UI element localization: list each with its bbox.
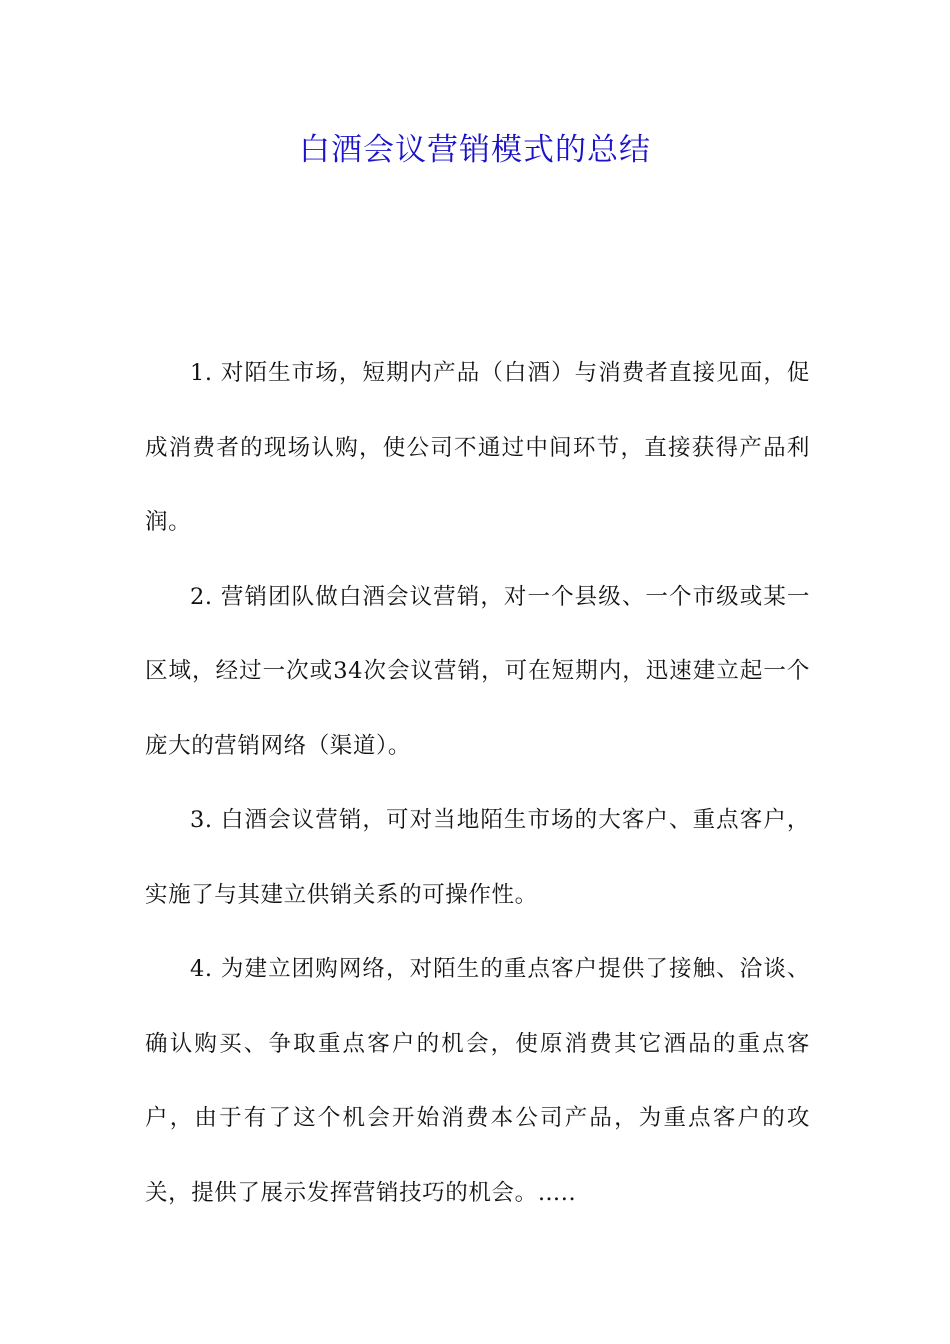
paragraph-1: 1. 对陌生市场，短期内产品（白酒）与消费者直接见面，促成消费者的现场认购，使公司不通过中间环节，直接获得产品利润。 bbox=[145, 360, 810, 535]
paragraph-3: 3. 白酒会议营销，可对当地陌生市场的大客户、重点客户，实施了与其建立供销关系的可操作性。 bbox=[145, 807, 810, 908]
paragraph-2: 2. 营销团队做白酒会议营销，对一个县级、一个市级或某一区域，经过一次或34次会议营销，可在短期内，迅速建立起一个庞大的营销网络（渠道）。 bbox=[145, 583, 810, 759]
document-body bbox=[145, 336, 810, 1230]
paragraph-4: 4. 为建立团购网络，对陌生的重点客户提供了接触、洽谈、确认购买、争取重点客户的机会，使原消费其它酒品的重点客户，由于有了这个机会开始消费本公司产品，为重点客户的攻关，提供了展示发挥营销技巧的机会。….. bbox=[145, 956, 810, 1206]
document-title: 白酒会议营销模式的总结 bbox=[299, 132, 651, 168]
